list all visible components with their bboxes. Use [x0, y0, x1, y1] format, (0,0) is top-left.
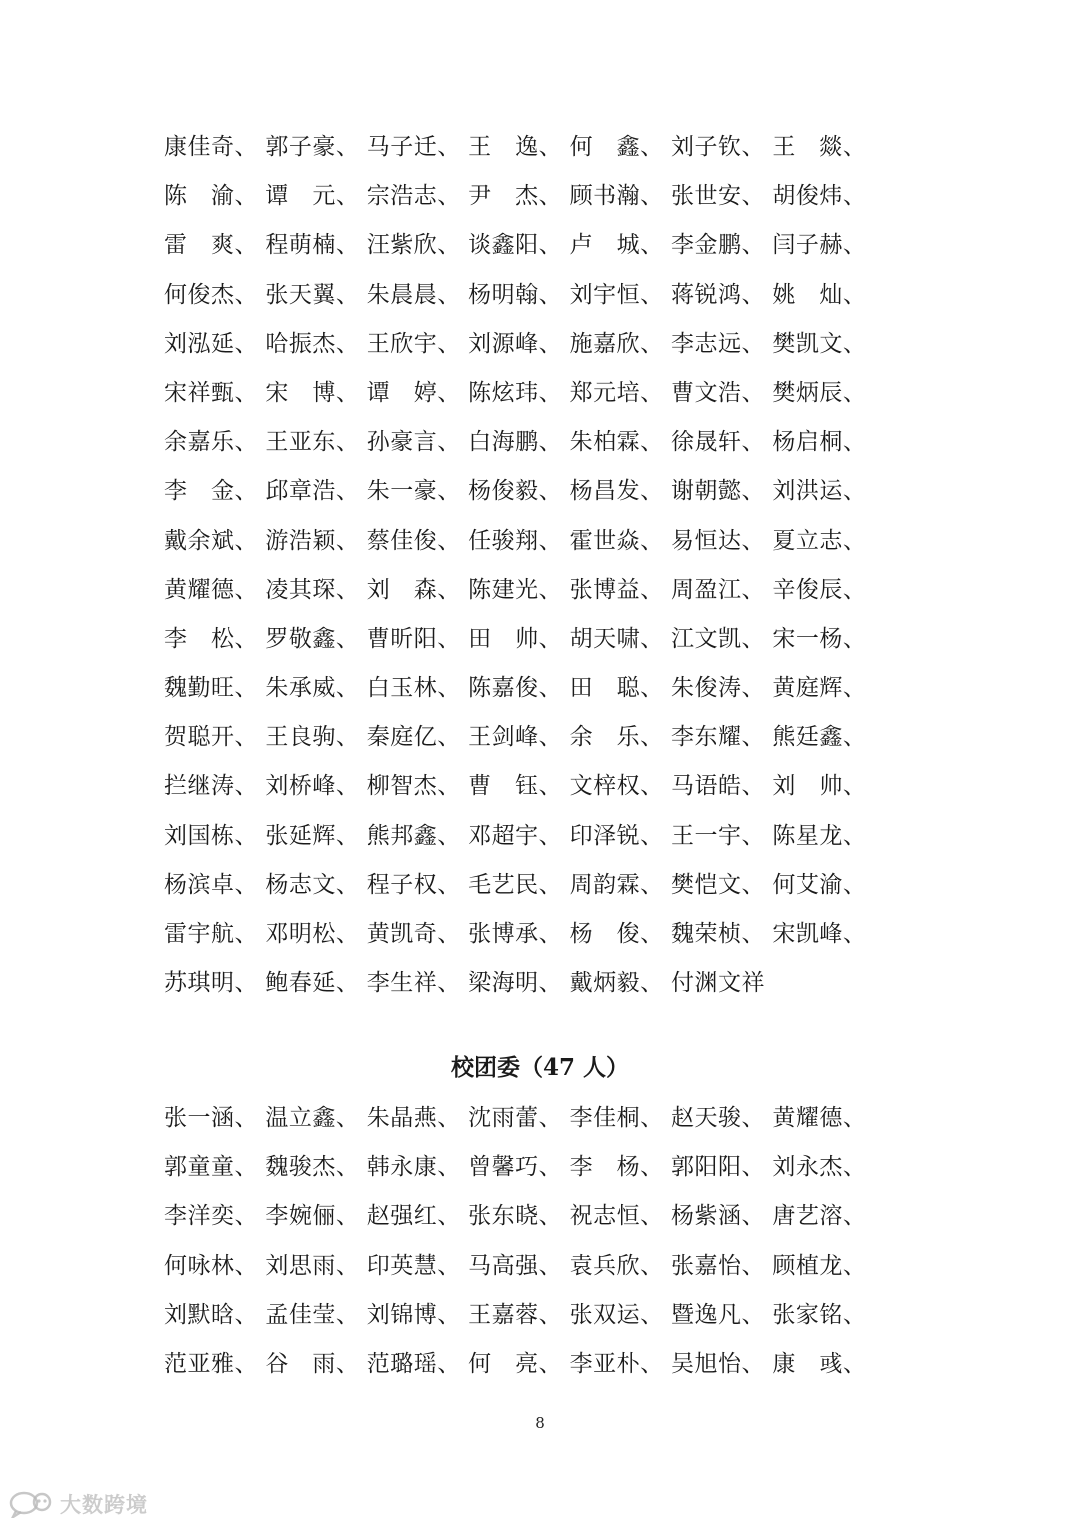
- person-name: 顾书瀚、: [569, 183, 664, 210]
- person-name: 宗浩志、: [366, 183, 461, 210]
- person-name: 刘默晗、: [164, 1301, 258, 1328]
- name-list-part2: [164, 1094, 884, 1389]
- person-name: 张天翼、: [265, 281, 360, 308]
- person-name: 李婉俪、: [265, 1203, 360, 1230]
- person-name: 白玉林、: [366, 675, 461, 702]
- person-name: 李东耀、: [670, 724, 765, 751]
- name-row: [164, 910, 884, 959]
- person-name: 熊邦鑫、: [366, 822, 461, 849]
- name-row: [164, 664, 884, 713]
- person-name: 马子迁、: [366, 134, 461, 160]
- person-name: 袁兵欣、: [569, 1252, 664, 1279]
- person-name: 何咏林、: [164, 1252, 258, 1279]
- person-name: 刘宇恒、: [569, 281, 664, 308]
- person-name: 顾植龙、: [772, 1252, 867, 1279]
- person-name: 苏琪明、: [164, 970, 258, 997]
- person-name: 孙豪言、: [366, 429, 461, 456]
- person-name: 李金鹏、: [670, 232, 765, 259]
- person-name: 拦继涛、: [164, 773, 258, 800]
- name-row: [164, 1143, 884, 1192]
- person-name: 宋一杨、: [772, 625, 867, 652]
- person-name: 刘国栋、: [164, 822, 258, 849]
- person-name: 宋 博、: [265, 379, 360, 406]
- person-name: 余 乐、: [569, 724, 664, 751]
- person-name: 魏勤旺、: [164, 675, 258, 702]
- person-name: 宋凯峰、: [772, 921, 867, 947]
- name-row: [164, 1340, 884, 1389]
- person-name: 郭阳阳、: [670, 1154, 765, 1181]
- person-name: 李生祥、: [366, 970, 461, 997]
- watermark-text: 大数跨境: [60, 1493, 148, 1517]
- person-name: 魏荣桢、: [670, 921, 765, 947]
- person-name: 蒋锐鸿、: [670, 281, 765, 308]
- person-name: 张双运、: [569, 1301, 664, 1328]
- person-name: 刘洪运、: [772, 478, 867, 505]
- name-row: [164, 812, 884, 861]
- name-row: [164, 762, 884, 811]
- name-list-part1: [164, 123, 884, 1008]
- person-name: 陈 渝、: [164, 183, 258, 210]
- person-name: 印泽锐、: [569, 822, 664, 849]
- person-name: 朱晶燕、: [366, 1105, 461, 1131]
- person-name: 刘泓延、: [164, 330, 258, 357]
- name-row: [164, 517, 884, 566]
- person-name: 刘锦博、: [366, 1301, 461, 1328]
- person-name: 温立鑫、: [265, 1105, 360, 1131]
- person-name: 杨明翰、: [468, 281, 563, 308]
- person-name: 李志远、: [670, 330, 765, 357]
- person-name: 邓明松、: [265, 921, 360, 947]
- person-name: 贺聪开、: [164, 724, 258, 751]
- person-name: 张博益、: [569, 576, 664, 603]
- person-name: 朱俊涛、: [670, 675, 765, 702]
- person-name: 何艾渝、: [772, 871, 867, 898]
- person-name: 马高强、: [468, 1252, 563, 1279]
- person-name: 曾馨巧、: [468, 1154, 563, 1181]
- person-name: 黄庭辉、: [772, 675, 867, 702]
- person-name: 邱章浩、: [265, 478, 360, 505]
- person-name: 秦庭亿、: [366, 724, 461, 751]
- person-name: 雷宇航、: [164, 921, 258, 947]
- person-name: 张博承、: [468, 921, 563, 947]
- person-name: 谷 雨、: [265, 1350, 360, 1377]
- person-name: 李佳桐、: [569, 1105, 664, 1131]
- person-name: 王欣宇、: [366, 330, 461, 357]
- person-name: 马语皓、: [670, 773, 765, 800]
- person-name: 樊恺文、: [670, 871, 765, 898]
- person-name: 胡俊炜、: [772, 183, 867, 210]
- person-name: 戴炳毅、: [569, 970, 664, 997]
- person-name: 杨启桐、: [772, 429, 867, 456]
- person-name: 刘子钦、: [670, 134, 765, 160]
- person-name: 吴旭怡、: [670, 1350, 765, 1377]
- person-name: 鲍春延、: [265, 970, 360, 997]
- person-name: 王嘉蓉、: [468, 1301, 563, 1328]
- person-name: 曹昕阳、: [366, 625, 461, 652]
- person-name: 朱柏霖、: [569, 429, 664, 456]
- person-name: 刘桥峰、: [265, 773, 360, 800]
- name-row: [164, 467, 884, 516]
- person-name: 蔡佳俊、: [366, 527, 461, 554]
- page-number: 8: [535, 1414, 545, 1432]
- person-name: 文梓权、: [569, 773, 664, 800]
- person-name: 罗敬鑫、: [265, 625, 360, 652]
- person-name: 康佳奇、: [164, 134, 258, 160]
- person-name: 赵天骏、: [670, 1105, 765, 1131]
- person-name: 宋祥甄、: [164, 379, 258, 406]
- person-name: 印英慧、: [366, 1252, 461, 1279]
- person-name: 陈星龙、: [772, 822, 867, 849]
- person-name: 田 帅、: [468, 625, 563, 652]
- chat-bubble-logo-icon: [8, 1490, 56, 1518]
- person-name: 李洋奕、: [164, 1203, 258, 1230]
- person-name: 杨昌发、: [569, 478, 664, 505]
- person-name: 陈嘉俊、: [468, 675, 563, 702]
- person-name: 凌其琛、: [265, 576, 360, 603]
- person-name: 韩永康、: [366, 1154, 461, 1181]
- person-name: 朱晨晨、: [366, 281, 461, 308]
- person-name: 谈鑫阳、: [468, 232, 563, 259]
- person-name: 李 杨、: [569, 1154, 664, 1181]
- person-name: 江文凯、: [670, 625, 765, 652]
- person-name: 王 燚、: [772, 134, 867, 160]
- person-name: 易恒达、: [670, 527, 765, 554]
- name-row: [164, 713, 884, 762]
- person-name: 王 逸、: [468, 134, 563, 160]
- person-name: 曹 钰、: [468, 773, 563, 800]
- person-name: 李亚朴、: [569, 1350, 664, 1377]
- person-name: 郑元培、: [569, 379, 664, 406]
- person-name: 戴余斌、: [164, 527, 258, 554]
- person-name: 刘 帅、: [772, 773, 867, 800]
- person-name: 余嘉乐、: [164, 429, 258, 456]
- person-name: 黄耀德、: [164, 576, 258, 603]
- person-name: 赵强红、: [366, 1203, 461, 1230]
- name-row: [164, 959, 884, 1008]
- person-name: 杨滨卓、: [164, 871, 258, 898]
- person-name: 程萌楠、: [265, 232, 360, 259]
- person-name: 哈振杰、: [265, 330, 360, 357]
- person-name: 杨志文、: [265, 871, 360, 898]
- person-name: 周盈江、: [670, 576, 765, 603]
- person-name: 邓超宇、: [468, 822, 563, 849]
- name-row: [164, 1192, 884, 1241]
- section-title: 校团委（47 人）: [450, 1054, 629, 1081]
- person-name: 曹文浩、: [670, 379, 765, 406]
- person-name: 李 松、: [164, 625, 258, 652]
- person-name: 刘 森、: [366, 576, 461, 603]
- name-row: [164, 418, 884, 467]
- person-name: 周韵霖、: [569, 871, 664, 898]
- person-name: 王剑峰、: [468, 724, 563, 751]
- person-name: 何 亮、: [468, 1350, 563, 1377]
- person-name: 孟佳莹、: [265, 1301, 360, 1328]
- person-name: 何 鑫、: [569, 134, 664, 160]
- person-name: 谭 婷、: [366, 379, 461, 406]
- name-row: [164, 566, 884, 615]
- person-name: 张延辉、: [265, 822, 360, 849]
- person-name: 游浩颖、: [265, 527, 360, 554]
- person-name: 施嘉欣、: [569, 330, 664, 357]
- name-row: [164, 123, 884, 172]
- person-name: 柳智杰、: [366, 773, 461, 800]
- name-row: [164, 615, 884, 664]
- person-name: 杨 俊、: [569, 921, 664, 947]
- person-name: 张一涵、: [164, 1105, 258, 1131]
- person-name: 张世安、: [670, 183, 765, 210]
- person-name: 任骏翔、: [468, 527, 563, 554]
- name-row: [164, 1291, 884, 1340]
- person-name: 雷 爽、: [164, 232, 258, 259]
- person-name: 刘源峰、: [468, 330, 563, 357]
- person-name: 陈炫玮、: [468, 379, 563, 406]
- person-name: 刘永杰、: [772, 1154, 867, 1181]
- person-name: 王亚东、: [265, 429, 360, 456]
- person-name: 陈建光、: [468, 576, 563, 603]
- person-name: 徐晟轩、: [670, 429, 765, 456]
- person-name: 刘思雨、: [265, 1252, 360, 1279]
- person-name: 姚 灿、: [772, 281, 867, 308]
- person-name: 梁海明、: [468, 970, 563, 997]
- watermark: [8, 1488, 148, 1520]
- person-name: 张嘉怡、: [670, 1252, 765, 1279]
- person-name: 杨俊毅、: [468, 478, 563, 505]
- name-row: [164, 221, 884, 270]
- person-name: 毛艺民、: [468, 871, 563, 898]
- person-name: 郭子豪、: [265, 134, 360, 160]
- person-name: 范璐瑶、: [366, 1350, 461, 1377]
- name-row: [164, 320, 884, 369]
- person-name: 闫子赫、: [772, 232, 867, 259]
- person-name: 杨紫涵、: [670, 1203, 765, 1230]
- person-name: 范亚雅、: [164, 1350, 258, 1377]
- person-name: 祝志恒、: [569, 1203, 664, 1230]
- person-name: 何俊杰、: [164, 281, 258, 308]
- person-name: 朱一豪、: [366, 478, 461, 505]
- name-row: [164, 369, 884, 418]
- person-name: 汪紫欣、: [366, 232, 461, 259]
- person-name: 郭童童、: [164, 1154, 258, 1181]
- person-name: 田 聪、: [569, 675, 664, 702]
- person-name: 霍世焱、: [569, 527, 664, 554]
- person-name: 胡天啸、: [569, 625, 664, 652]
- person-name: 张东晓、: [468, 1203, 563, 1230]
- person-name: 王良驹、: [265, 724, 360, 751]
- name-row: [164, 1094, 884, 1143]
- person-name: 谭 元、: [265, 183, 360, 210]
- person-name: 辛俊辰、: [772, 576, 867, 603]
- person-name: 尹 杰、: [468, 183, 563, 210]
- person-name: 卢 城、: [569, 232, 664, 259]
- person-name: 付渊文祥: [670, 970, 765, 997]
- person-name: 程子权、: [366, 871, 461, 898]
- person-name: 李 金、: [164, 478, 258, 505]
- person-name: 康 彧、: [772, 1350, 867, 1377]
- person-name: 王一宇、: [670, 822, 765, 849]
- person-name: 白海鹏、: [468, 429, 563, 456]
- person-name: 朱承威、: [265, 675, 360, 702]
- person-name: 沈雨蕾、: [468, 1105, 563, 1131]
- person-name: 黄凯奇、: [366, 921, 461, 947]
- person-name: 樊炳辰、: [772, 379, 867, 406]
- person-name: 樊凯文、: [772, 330, 867, 357]
- person-name: 黄耀德、: [772, 1105, 867, 1131]
- person-name: 暨逸凡、: [670, 1301, 765, 1328]
- person-name: 夏立志、: [772, 527, 867, 554]
- name-row: [164, 861, 884, 910]
- name-row: [164, 271, 884, 320]
- person-name: 唐艺溶、: [772, 1203, 867, 1230]
- person-name: 魏骏杰、: [265, 1154, 360, 1181]
- person-name: 张家铭、: [772, 1301, 867, 1328]
- name-row: [164, 1242, 884, 1291]
- name-row: [164, 172, 884, 221]
- person-name: 谢朝懿、: [670, 478, 765, 505]
- person-name: 熊廷鑫、: [772, 724, 867, 751]
